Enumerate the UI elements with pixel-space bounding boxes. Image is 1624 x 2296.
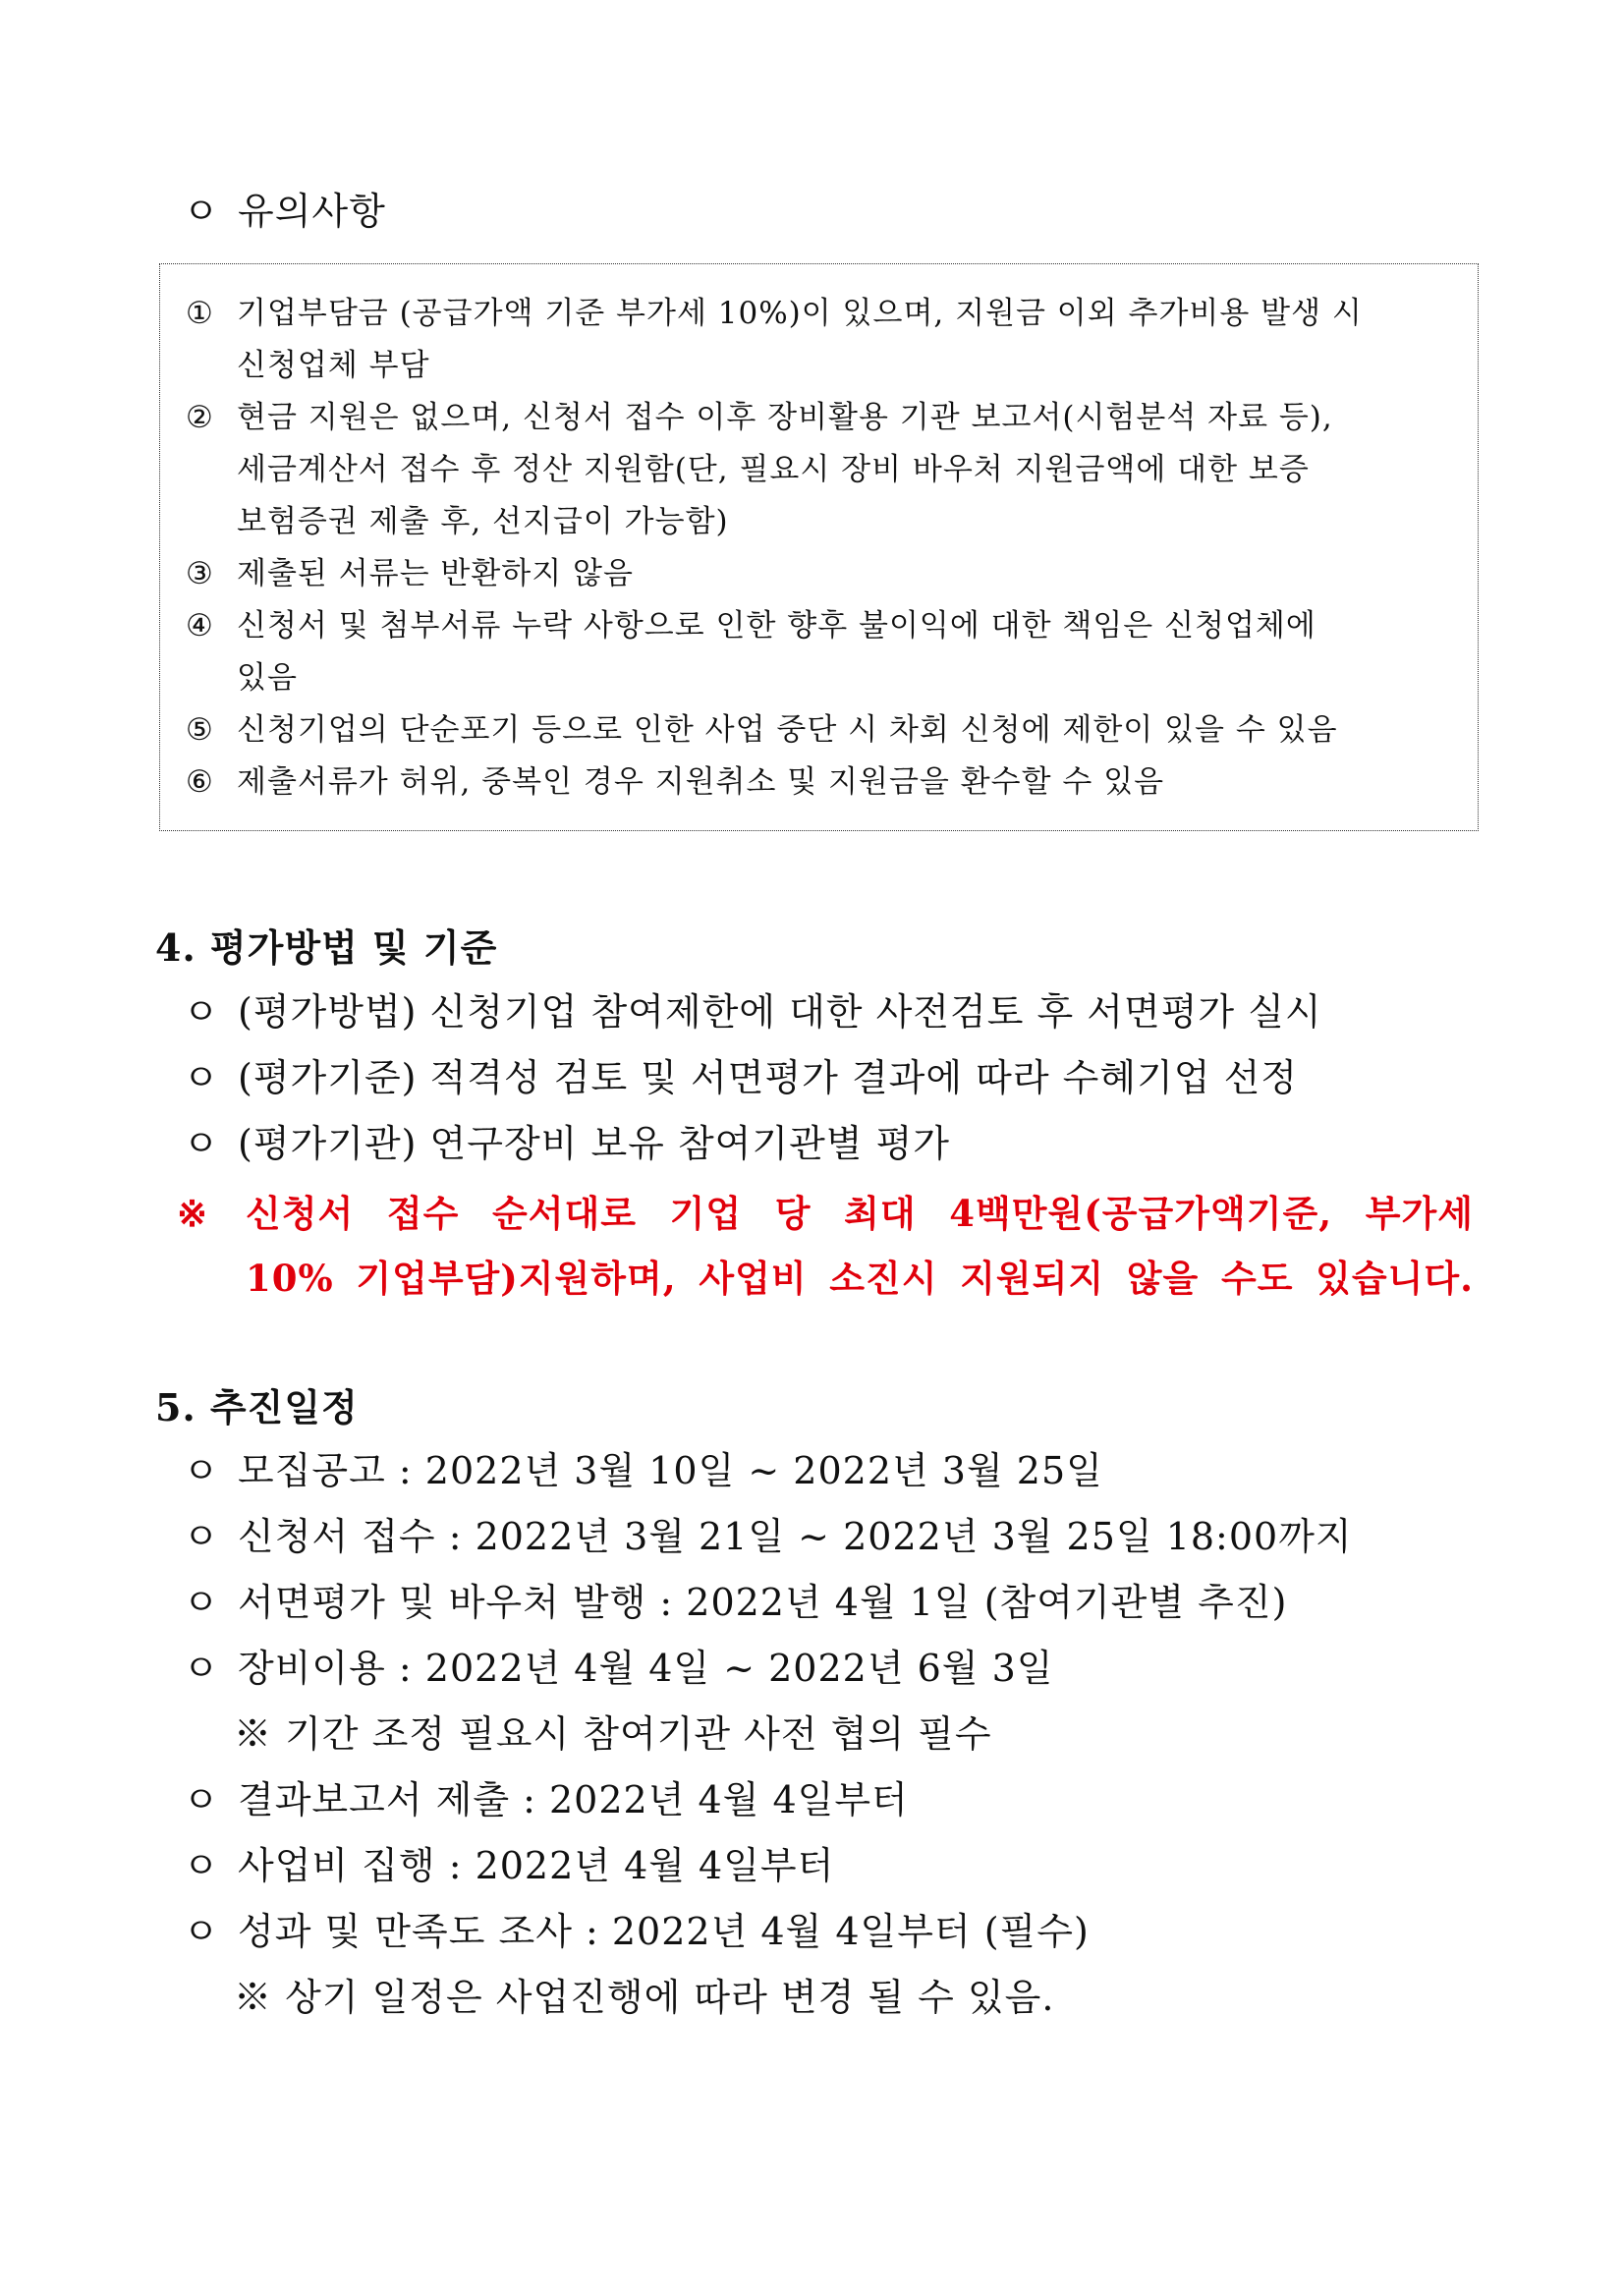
emphasis-text <box>246 1181 1474 1311</box>
schedule-item-7 <box>183 1907 1090 1956</box>
notice-item-3 <box>186 548 1463 600</box>
notice-item-number: ⑥ <box>186 764 213 800</box>
bullet-circle-icon: ㅇ <box>183 1647 220 1690</box>
bullet-circle-icon: ㅇ <box>183 1515 220 1558</box>
schedule-item-text: 신청서 접수 : 2022년 3월 21일 ~ 2022년 3월 25일 18:00까지 <box>238 1515 1353 1558</box>
notice-item-number: ① <box>186 296 213 331</box>
section-4-bullet-2 <box>183 1053 1298 1102</box>
section-4-bullet-1 <box>183 987 1322 1036</box>
bullet-circle-icon: ㅇ <box>183 190 220 233</box>
bullet-circle-icon: ㅇ <box>183 1844 220 1887</box>
notice-item-2 <box>186 392 1463 548</box>
notice-item-5 <box>186 704 1463 756</box>
schedule-item-6 <box>183 1841 834 1890</box>
notice-item-line: 기업부담금 (공급가액 기준 부가세 10%)이 있으며, 지원금 이외 추가비용 발생 시 <box>237 296 1363 331</box>
notice-item-text <box>237 600 1463 704</box>
bullet-circle-icon: ㅇ <box>183 1449 220 1492</box>
notice-item-line: 세금계산서 접수 후 정산 지원함(단, 필요시 장비 바우처 지원금액에 대한 보증 <box>237 452 1310 487</box>
notice-item-line: 신청업체 부담 <box>237 348 430 383</box>
notice-item-line: 제출된 서류는 반환하지 않음 <box>237 556 634 591</box>
section-5-heading: 5. 추진일정 <box>155 1385 359 1429</box>
schedule-item-1 <box>183 1446 1103 1495</box>
schedule-item-4 <box>183 1644 1053 1693</box>
section-4-bullet-text: (평가기관) 연구장비 보유 참여기관별 평가 <box>238 1122 951 1165</box>
notice-item-1 <box>186 288 1463 392</box>
schedule-item-text: 결과보고서 제출 : 2022년 4월 4일부터 <box>238 1778 909 1821</box>
section-4-bullet-text: (평가기준) 적격성 검토 및 서면평가 결과에 따라 수혜기업 선정 <box>238 1056 1298 1099</box>
notice-item-line: 신청기업의 단순포기 등으로 인한 사업 중단 시 차회 신청에 제한이 있을 수 있음 <box>237 712 1338 748</box>
schedule-item-5 <box>183 1775 909 1824</box>
schedule-change-note: ※ 상기 일정은 사업진행에 따라 변경 될 수 있음. <box>234 1976 1055 2019</box>
notice-box <box>159 263 1479 831</box>
notice-item-text <box>237 288 1463 392</box>
emphasis-line: 신청서 접수 순서대로 기업 당 최대 4백만원(공급가액기준, 부가세 <box>246 1192 1474 1235</box>
notice-item-line: 있음 <box>237 660 298 696</box>
schedule-item-2 <box>183 1512 1353 1561</box>
notice-item-line: 보험증권 제출 후, 선지급이 가능함) <box>237 504 729 539</box>
section-4-heading: 4. 평가방법 및 기준 <box>155 925 498 970</box>
bullet-circle-icon: ㅇ <box>183 1122 220 1165</box>
bullet-circle-icon: ㅇ <box>183 1581 220 1624</box>
notice-item-number: ④ <box>186 608 213 644</box>
notice-item-number: ② <box>186 400 213 435</box>
notice-item-number: ⑤ <box>186 712 213 748</box>
notice-item-text <box>237 756 1463 809</box>
schedule-item-text: 사업비 집행 : 2022년 4월 4일부터 <box>238 1844 835 1887</box>
notice-item-number: ③ <box>186 556 213 591</box>
bullet-circle-icon: ㅇ <box>183 1056 220 1099</box>
bullet-circle-icon: ㅇ <box>183 1778 220 1821</box>
notice-item-text <box>237 392 1463 548</box>
notice-item-line: 현금 지원은 없으며, 신청서 접수 이후 장비활용 기관 보고서(시험분석 자료 등), <box>237 400 1333 435</box>
section-4-bullet-text: (평가방법) 신청기업 참여제한에 대한 사전검토 후 서면평가 실시 <box>238 990 1322 1034</box>
schedule-item-text: 모집공고 : 2022년 3월 10일 ~ 2022년 3월 25일 <box>238 1449 1103 1492</box>
bullet-circle-icon: ㅇ <box>183 990 220 1034</box>
schedule-item-text: 장비이용 : 2022년 4월 4일 ~ 2022년 6월 3일 <box>238 1647 1054 1690</box>
notice-item-text <box>237 704 1463 756</box>
section-4-bullet-3 <box>183 1119 950 1168</box>
section-4-emphasis-note <box>177 1181 1474 1311</box>
notice-item-line: 신청서 및 첨부서류 누락 사항으로 인한 향후 불이익에 대한 책임은 신청업체에 <box>237 608 1316 644</box>
notice-item-text <box>237 548 1463 600</box>
reference-mark-icon: ※ <box>177 1192 208 1235</box>
notice-item-line: 제출서류가 허위, 중복인 경우 지원취소 및 지원금을 환수할 수 있음 <box>237 764 1165 800</box>
notice-title <box>183 187 386 236</box>
notice-title-text: 유의사항 <box>238 190 386 233</box>
emphasis-line: 10% 기업부담)지원하며, 사업비 소진시 지원되지 않을 수도 있습니다. <box>246 1257 1474 1300</box>
equipment-period-note: ※ 기간 조정 필요시 참여기관 사전 협의 필수 <box>234 1712 992 1756</box>
schedule-item-3 <box>183 1578 1287 1627</box>
schedule-item-text: 서면평가 및 바우처 발행 : 2022년 4월 1일 (참여기관별 추진) <box>238 1581 1288 1624</box>
notice-item-4 <box>186 600 1463 704</box>
notice-item-6 <box>186 756 1463 809</box>
schedule-item-text: 성과 및 만족도 조사 : 2022년 4월 4일부터 (필수) <box>238 1910 1090 1953</box>
bullet-circle-icon: ㅇ <box>183 1910 220 1953</box>
